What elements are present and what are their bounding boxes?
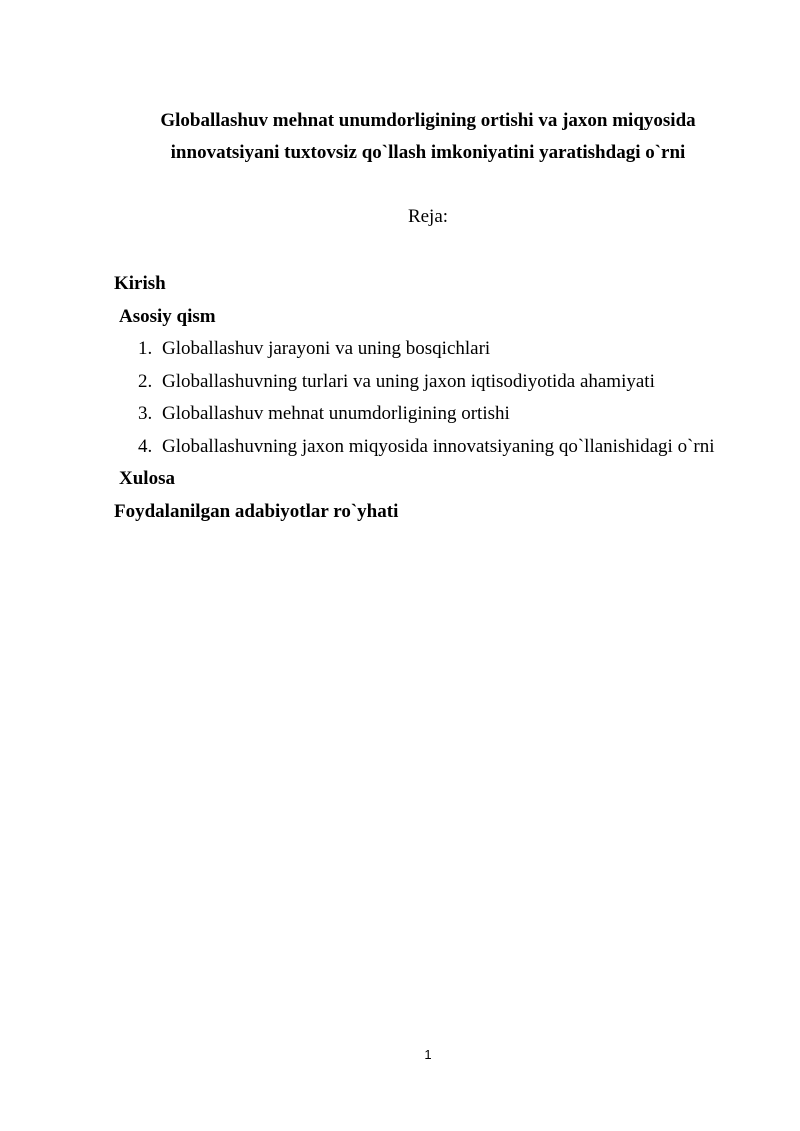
document-title bbox=[0, 105, 800, 169]
conclusion-heading: Xulosa bbox=[119, 468, 175, 489]
list-item bbox=[114, 431, 715, 464]
list-item bbox=[114, 366, 715, 399]
plan-outline bbox=[114, 268, 715, 528]
references-heading: Foydalanilgan adabiyotlar ro`yhati bbox=[114, 500, 399, 522]
plan-items-list bbox=[114, 333, 715, 463]
list-item bbox=[114, 333, 715, 366]
title-line-2: innovatsiyani tuxtovsiz qo`llash imkoniyatini yaratishdagi o`rni bbox=[170, 142, 686, 163]
list-item-text: Globallashuvning jaxon miqyosida innovatsiyaning qo`llanishidagi o`rni bbox=[162, 435, 715, 457]
list-item-text: Globallashuv mehnat unumdorligining ortishi bbox=[162, 403, 510, 424]
intro-heading: Kirish bbox=[114, 273, 166, 294]
main-part-heading: Asosiy qism bbox=[119, 305, 216, 327]
list-item-number: 4. bbox=[138, 435, 153, 457]
list-item-number: 3. bbox=[138, 403, 153, 424]
list-item-number: 1. bbox=[138, 338, 153, 359]
title-line-1: Globallashuv mehnat unumdorligining ortishi va jaxon miqyosida bbox=[160, 110, 696, 131]
list-item-number: 2. bbox=[138, 370, 153, 392]
plan-heading: Reja: bbox=[407, 206, 449, 227]
page-number: 1 bbox=[424, 1047, 432, 1062]
list-item bbox=[114, 398, 715, 431]
list-item-text: Globallashuvning turlari va uning jaxon iqtisodiyotida ahamiyati bbox=[162, 370, 655, 392]
list-item-text: Globallashuv jarayoni va uning bosqichlari bbox=[162, 338, 491, 359]
